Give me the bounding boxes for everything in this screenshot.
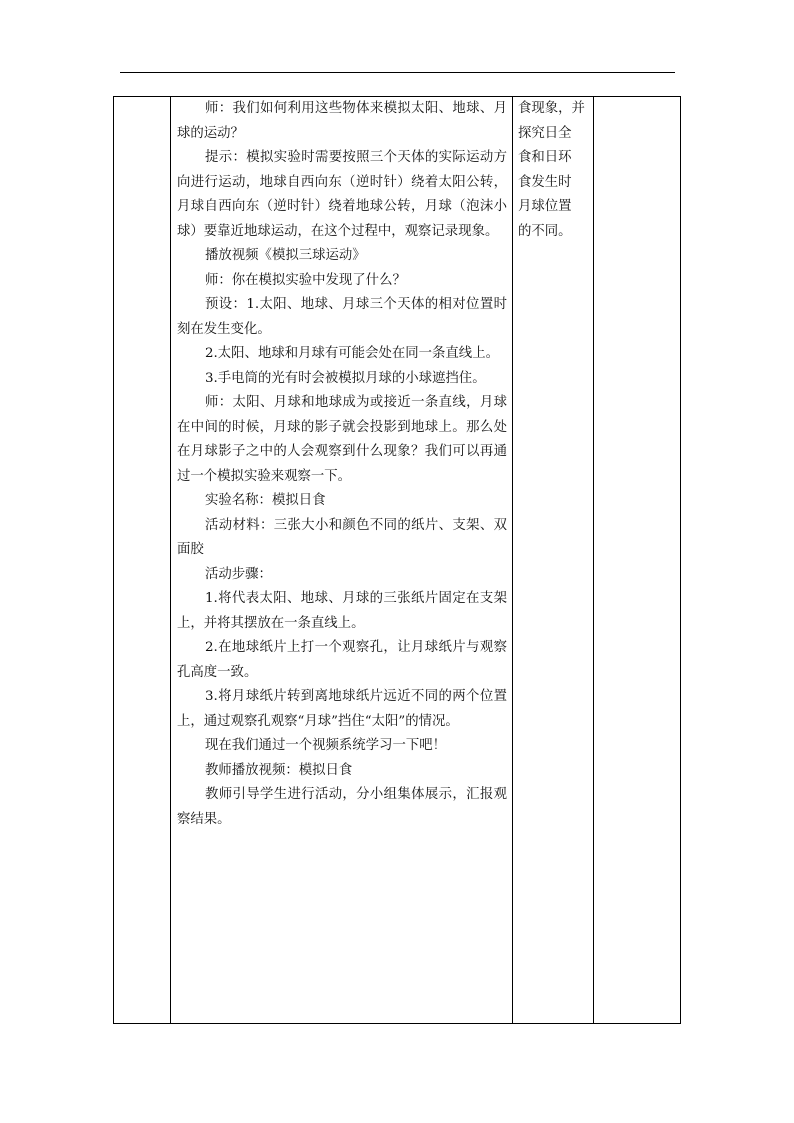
design-intent-line: 的不同。	[518, 223, 572, 239]
design-intent-line: 探究日全	[518, 125, 572, 141]
design-intent-line: 食发生时	[518, 174, 572, 190]
teacher-question: 师：我们如何利用这些物体来模拟太阳、地球、月球的运动？	[177, 101, 507, 141]
activity-step: 1.将代表太阳、地球、月球的三张纸片固定在支架上，并将其摆放在一条直线上。	[177, 591, 507, 631]
column-divider	[593, 97, 594, 1023]
preset-answer: 2.太阳、地球和月球有可能会处在同一条直线上。	[205, 346, 499, 361]
teaching-process-cell	[177, 97, 507, 832]
teacher-guidance: 教师引导学生进行活动，分小组集体展示，汇报观察结果。	[177, 787, 507, 827]
design-intent-cell	[518, 97, 589, 244]
activity-step: 2.在地球纸片上打一个观察孔，让月球纸片与观察孔高度一致。	[177, 640, 507, 680]
header-rule	[120, 72, 675, 73]
transition-line: 现在我们通过一个视频系统学习一下吧！	[205, 738, 447, 753]
design-intent-line: 食现象，并	[518, 101, 585, 116]
column-divider	[512, 97, 513, 1023]
preset-answer: 预设：1.太阳、地球、月球三个天体的相对位置时刻在发生变化。	[177, 297, 507, 337]
activity-step: 3.将月球纸片转到离地球纸片远近不同的两个位置上，通过观察孔观察“月球”挡住“太阳”的情况。	[177, 689, 507, 729]
teacher-explanation: 师：太阳、月球和地球成为或接近一条直线，月球在中间的时候，月球的影子就会投影到地球上。那么处在月球影子之中的人会观察到什么现象？我们可以再通过一个模拟实验来观察一下。	[177, 395, 507, 484]
video-line: 播放视频《模拟三球运动》	[205, 248, 366, 263]
video-line: 教师播放视频：模拟日食	[205, 762, 353, 778]
lesson-table	[113, 96, 681, 1024]
activity-steps-heading: 活动步骤：	[205, 566, 272, 582]
experiment-name: 实验名称：模拟日食	[205, 493, 326, 508]
teacher-question: 师：你在模拟实验中发现了什么？	[205, 272, 406, 288]
design-intent-line: 月球位置	[518, 199, 572, 214]
design-intent-line: 食和日环	[518, 150, 572, 165]
activity-materials: 活动材料：三张大小和颜色不同的纸片、支架、双面胶	[177, 517, 507, 557]
hint-paragraph: 提示：模拟实验时需要按照三个天体的实际运动方向进行运动，地球自西向东（逆时针）绕着太阳公转，月球自西向东（逆时针）绕着地球公转，月球（泡沫小球）要靠近地球运动，在这个过程中，观察记录现象。	[177, 150, 507, 239]
column-divider	[170, 97, 171, 1023]
preset-answer: 3.手电筒的光有时会被模拟月球的小球遮挡住。	[205, 370, 486, 386]
